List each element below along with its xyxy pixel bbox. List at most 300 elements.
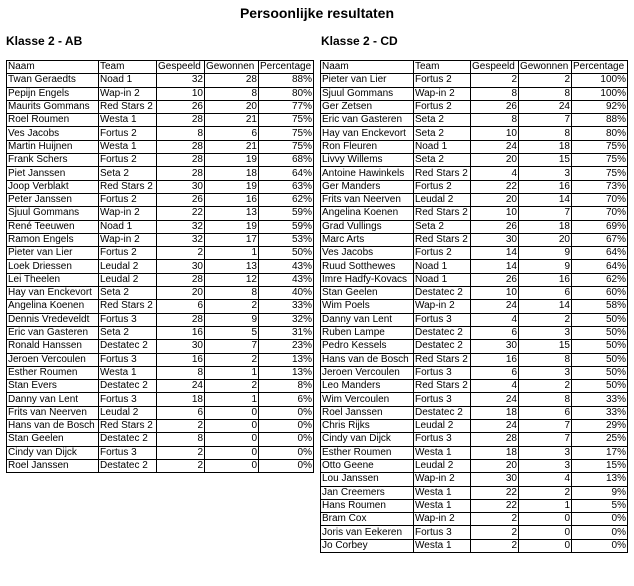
played-cell: 26	[157, 100, 205, 113]
percentage-cell: 64%	[259, 167, 314, 180]
team-cell: Noad 1	[414, 260, 471, 273]
played-cell: 26	[471, 220, 519, 233]
table-row	[7, 260, 314, 273]
header-percentage: Percentage	[572, 61, 628, 74]
name-cell: Joop Verblakt	[7, 180, 99, 193]
played-cell: 2	[157, 446, 205, 459]
percentage-cell: 15%	[572, 459, 628, 472]
header-team: Team	[414, 61, 471, 74]
percentage-cell: 59%	[259, 220, 314, 233]
name-cell: Pedro Kessels	[321, 340, 414, 353]
table-row	[321, 207, 628, 220]
won-cell: 15	[519, 340, 572, 353]
team-cell: Red Stars 2	[99, 180, 157, 193]
name-cell: Ger Zetsen	[321, 100, 414, 113]
table-row	[321, 420, 628, 433]
table-row	[7, 127, 314, 140]
name-cell: Ruud Sotthewes	[321, 260, 414, 273]
table-row	[321, 167, 628, 180]
won-cell: 14	[519, 193, 572, 206]
table-row	[7, 313, 314, 326]
table-row	[321, 406, 628, 419]
table-row	[321, 300, 628, 313]
name-cell: Pieter van Lier	[7, 247, 99, 260]
name-cell: Esther Roumen	[321, 446, 414, 459]
team-cell: Seta 2	[414, 220, 471, 233]
percentage-cell: 68%	[259, 154, 314, 167]
played-cell: 2	[471, 539, 519, 552]
played-cell: 30	[157, 340, 205, 353]
won-cell: 13	[205, 207, 259, 220]
table-row	[7, 154, 314, 167]
team-cell: Fortus 2	[414, 100, 471, 113]
played-cell: 8	[471, 87, 519, 100]
played-cell: 2	[157, 420, 205, 433]
team-cell: Wap-in 2	[99, 87, 157, 100]
name-cell: Martin Huijnen	[7, 140, 99, 153]
name-cell: Hans van de Bosch	[7, 420, 99, 433]
table-row	[321, 87, 628, 100]
won-cell: 2	[519, 486, 572, 499]
won-cell: 3	[519, 326, 572, 339]
name-cell: Jan Creemers	[321, 486, 414, 499]
table-row	[321, 326, 628, 339]
won-cell: 9	[205, 313, 259, 326]
played-cell: 10	[157, 87, 205, 100]
team-cell: Fortus 3	[414, 433, 471, 446]
percentage-cell: 50%	[572, 366, 628, 379]
table-row	[7, 74, 314, 87]
played-cell: 32	[157, 220, 205, 233]
won-cell: 0	[205, 459, 259, 472]
header-naam: Naam	[7, 61, 99, 74]
won-cell: 3	[519, 459, 572, 472]
percentage-cell: 77%	[259, 100, 314, 113]
name-cell: Piet Janssen	[7, 167, 99, 180]
played-cell: 30	[157, 260, 205, 273]
header-team: Team	[99, 61, 157, 74]
won-cell: 19	[205, 180, 259, 193]
played-cell: 28	[157, 154, 205, 167]
table-row	[7, 433, 314, 446]
played-cell: 28	[157, 273, 205, 286]
percentage-cell: 88%	[259, 74, 314, 87]
table-row	[321, 100, 628, 113]
won-cell: 5	[205, 326, 259, 339]
won-cell: 21	[205, 140, 259, 153]
played-cell: 2	[471, 74, 519, 87]
percentage-cell: 0%	[259, 446, 314, 459]
won-cell: 6	[519, 287, 572, 300]
won-cell: 8	[519, 87, 572, 100]
name-cell: Cindy van Dijck	[321, 433, 414, 446]
percentage-cell: 80%	[572, 127, 628, 140]
won-cell: 7	[205, 340, 259, 353]
name-cell: Marc Arts	[321, 233, 414, 246]
table-row	[7, 459, 314, 472]
percentage-cell: 75%	[259, 140, 314, 153]
percentage-cell: 0%	[572, 526, 628, 539]
table-row	[7, 87, 314, 100]
played-cell: 6	[157, 406, 205, 419]
percentage-cell: 25%	[572, 433, 628, 446]
table-row	[321, 154, 628, 167]
percentage-cell: 0%	[259, 420, 314, 433]
table-row	[7, 180, 314, 193]
team-cell: Fortus 2	[99, 127, 157, 140]
name-cell: Angelina Koenen	[321, 207, 414, 220]
name-cell: Grad Vullings	[321, 220, 414, 233]
table-row	[321, 393, 628, 406]
played-cell: 30	[157, 180, 205, 193]
won-cell: 6	[519, 406, 572, 419]
team-cell: Fortus 3	[414, 366, 471, 379]
table-row	[7, 273, 314, 286]
team-cell: Red Stars 2	[99, 420, 157, 433]
name-cell: Danny van Lent	[7, 393, 99, 406]
percentage-cell: 80%	[259, 87, 314, 100]
percentage-cell: 5%	[572, 499, 628, 512]
percentage-cell: 33%	[259, 300, 314, 313]
name-cell: Frank Schers	[7, 154, 99, 167]
percentage-cell: 31%	[259, 326, 314, 339]
won-cell: 2	[205, 300, 259, 313]
name-cell: Hans van de Bosch	[321, 353, 414, 366]
name-cell: Joris van Eekeren	[321, 526, 414, 539]
percentage-cell: 13%	[572, 473, 628, 486]
won-cell: 16	[519, 273, 572, 286]
percentage-cell: 73%	[572, 180, 628, 193]
played-cell: 30	[471, 340, 519, 353]
won-cell: 0	[519, 526, 572, 539]
table-row	[7, 300, 314, 313]
table-row	[321, 433, 628, 446]
percentage-cell: 0%	[259, 406, 314, 419]
team-cell: Fortus 3	[414, 393, 471, 406]
won-cell: 9	[519, 247, 572, 260]
won-cell: 7	[519, 114, 572, 127]
table-row	[321, 287, 628, 300]
team-cell: Destatec 2	[99, 340, 157, 353]
won-cell: 20	[519, 233, 572, 246]
won-cell: 21	[205, 114, 259, 127]
percentage-cell: 13%	[259, 353, 314, 366]
team-cell: Leudal 2	[99, 273, 157, 286]
percentage-cell: 67%	[572, 233, 628, 246]
team-cell: Fortus 2	[99, 193, 157, 206]
table-row	[7, 366, 314, 379]
header-gespeeld: Gespeeld	[157, 61, 205, 74]
percentage-cell: 33%	[572, 406, 628, 419]
table-row	[321, 486, 628, 499]
table-row	[7, 380, 314, 393]
name-cell: Maurits Gommans	[7, 100, 99, 113]
team-cell: Leudal 2	[99, 406, 157, 419]
won-cell: 0	[519, 539, 572, 552]
percentage-cell: 75%	[259, 114, 314, 127]
won-cell: 15	[519, 154, 572, 167]
team-cell: Wap-in 2	[414, 513, 471, 526]
percentage-cell: 69%	[572, 220, 628, 233]
name-cell: Ruben Lampe	[321, 326, 414, 339]
table-row	[7, 406, 314, 419]
table-row	[321, 513, 628, 526]
percentage-cell: 50%	[572, 353, 628, 366]
team-cell: Red Stars 2	[414, 167, 471, 180]
team-cell: Destatec 2	[99, 459, 157, 472]
table-row	[321, 260, 628, 273]
won-cell: 0	[205, 406, 259, 419]
table-row	[321, 340, 628, 353]
team-cell: Westa 1	[99, 366, 157, 379]
percentage-cell: 33%	[572, 393, 628, 406]
played-cell: 32	[157, 233, 205, 246]
name-cell: Frits van Neerven	[321, 193, 414, 206]
won-cell: 28	[205, 74, 259, 87]
team-cell: Noad 1	[99, 220, 157, 233]
won-cell: 6	[205, 127, 259, 140]
table-row	[7, 140, 314, 153]
team-cell: Westa 1	[414, 446, 471, 459]
name-cell: Eric van Gasteren	[7, 326, 99, 339]
percentage-cell: 0%	[259, 459, 314, 472]
won-cell: 18	[205, 167, 259, 180]
played-cell: 8	[157, 127, 205, 140]
team-cell: Westa 1	[414, 539, 471, 552]
table-row	[7, 193, 314, 206]
table-row	[321, 140, 628, 153]
table-row	[321, 473, 628, 486]
name-cell: Chris Rijks	[321, 420, 414, 433]
table-row	[321, 233, 628, 246]
table-row	[7, 100, 314, 113]
team-cell: Red Stars 2	[414, 380, 471, 393]
won-cell: 2	[519, 380, 572, 393]
played-cell: 28	[471, 433, 519, 446]
team-cell: Westa 1	[99, 140, 157, 153]
percentage-cell: 63%	[259, 180, 314, 193]
table-row	[7, 207, 314, 220]
team-cell: Red Stars 2	[414, 207, 471, 220]
played-cell: 14	[471, 260, 519, 273]
percentage-cell: 58%	[572, 300, 628, 313]
won-cell: 0	[519, 513, 572, 526]
team-cell: Wap-in 2	[414, 300, 471, 313]
team-cell: Red Stars 2	[99, 100, 157, 113]
played-cell: 6	[471, 366, 519, 379]
won-cell: 0	[205, 446, 259, 459]
won-cell: 3	[519, 366, 572, 379]
won-cell: 1	[205, 366, 259, 379]
percentage-cell: 23%	[259, 340, 314, 353]
name-cell: Roel Janssen	[7, 459, 99, 472]
name-cell: Ves Jacobs	[7, 127, 99, 140]
played-cell: 16	[157, 353, 205, 366]
team-cell: Fortus 3	[99, 353, 157, 366]
won-cell: 2	[519, 313, 572, 326]
name-cell: Ramon Engels	[7, 233, 99, 246]
percentage-cell: 17%	[572, 446, 628, 459]
table-row	[7, 233, 314, 246]
team-cell: Seta 2	[414, 114, 471, 127]
played-cell: 6	[471, 326, 519, 339]
percentage-cell: 92%	[572, 100, 628, 113]
played-cell: 20	[471, 193, 519, 206]
team-cell: Leudal 2	[99, 260, 157, 273]
percentage-cell: 50%	[572, 380, 628, 393]
won-cell: 8	[205, 287, 259, 300]
percentage-cell: 100%	[572, 87, 628, 100]
name-cell: Lei Theelen	[7, 273, 99, 286]
table-row	[321, 366, 628, 379]
won-cell: 18	[519, 220, 572, 233]
name-cell: Ves Jacobs	[321, 247, 414, 260]
table-row	[7, 353, 314, 366]
team-cell: Wap-in 2	[99, 233, 157, 246]
team-cell: Westa 1	[414, 499, 471, 512]
table-row	[7, 326, 314, 339]
won-cell: 7	[519, 433, 572, 446]
team-cell: Wap-in 2	[414, 473, 471, 486]
table-row	[321, 526, 628, 539]
name-cell: Wim Poels	[321, 300, 414, 313]
won-cell: 9	[519, 260, 572, 273]
played-cell: 2	[157, 459, 205, 472]
page-title: Persoonlijke resultaten	[239, 5, 395, 21]
name-cell: Danny van Lent	[321, 313, 414, 326]
team-cell: Destatec 2	[414, 287, 471, 300]
team-cell: Seta 2	[99, 326, 157, 339]
name-cell: Stan Geelen	[7, 433, 99, 446]
percentage-cell: 32%	[259, 313, 314, 326]
percentage-cell: 62%	[259, 193, 314, 206]
played-cell: 20	[471, 459, 519, 472]
table-row	[7, 393, 314, 406]
name-cell: Roel Roumen	[7, 114, 99, 127]
played-cell: 26	[471, 100, 519, 113]
played-cell: 26	[471, 273, 519, 286]
team-cell: Fortus 3	[99, 446, 157, 459]
played-cell: 32	[157, 74, 205, 87]
name-cell: Jeroen Vercoulen	[321, 366, 414, 379]
played-cell: 24	[471, 140, 519, 153]
played-cell: 18	[157, 393, 205, 406]
team-cell: Seta 2	[99, 287, 157, 300]
percentage-cell: 29%	[572, 420, 628, 433]
name-cell: Angelina Koenen	[7, 300, 99, 313]
name-cell: Leo Manders	[321, 380, 414, 393]
team-cell: Red Stars 2	[414, 353, 471, 366]
played-cell: 18	[471, 446, 519, 459]
won-cell: 12	[205, 273, 259, 286]
won-cell: 7	[519, 207, 572, 220]
section-title-cd: Klasse 2 - CD	[321, 34, 398, 48]
team-cell: Wap-in 2	[414, 87, 471, 100]
table-row	[7, 340, 314, 353]
name-cell: Jeroen Vercoulen	[7, 353, 99, 366]
name-cell: Antoine Hawinkels	[321, 167, 414, 180]
table-row	[321, 180, 628, 193]
played-cell: 28	[157, 114, 205, 127]
name-cell: Loek Driessen	[7, 260, 99, 273]
played-cell: 16	[471, 353, 519, 366]
won-cell: 8	[519, 127, 572, 140]
name-cell: Ronald Hanssen	[7, 340, 99, 353]
name-cell: Sjuul Gommans	[7, 207, 99, 220]
table-header-row	[7, 61, 314, 74]
name-cell: Esther Roumen	[7, 366, 99, 379]
percentage-cell: 53%	[259, 233, 314, 246]
played-cell: 4	[471, 167, 519, 180]
team-cell: Destatec 2	[414, 340, 471, 353]
played-cell: 18	[471, 406, 519, 419]
name-cell: Pepijn Engels	[7, 87, 99, 100]
name-cell: Otto Geene	[321, 459, 414, 472]
played-cell: 28	[157, 167, 205, 180]
table-row	[7, 220, 314, 233]
header-gespeeld: Gespeeld	[471, 61, 519, 74]
won-cell: 18	[519, 140, 572, 153]
table-row	[7, 247, 314, 260]
team-cell: Westa 1	[99, 114, 157, 127]
won-cell: 2	[519, 74, 572, 87]
played-cell: 30	[471, 473, 519, 486]
table-row	[321, 313, 628, 326]
table-row	[7, 167, 314, 180]
won-cell: 24	[519, 100, 572, 113]
won-cell: 8	[519, 353, 572, 366]
team-cell: Westa 1	[414, 486, 471, 499]
played-cell: 8	[157, 433, 205, 446]
team-cell: Noad 1	[414, 273, 471, 286]
name-cell: Hay van Enckevort	[7, 287, 99, 300]
played-cell: 6	[157, 300, 205, 313]
won-cell: 16	[205, 193, 259, 206]
table-row	[321, 459, 628, 472]
name-cell: Ger Manders	[321, 180, 414, 193]
table-row	[321, 74, 628, 87]
team-cell: Fortus 3	[414, 526, 471, 539]
played-cell: 10	[471, 127, 519, 140]
team-cell: Noad 1	[99, 74, 157, 87]
won-cell: 16	[519, 180, 572, 193]
played-cell: 26	[157, 193, 205, 206]
name-cell: Frits van Neerven	[7, 406, 99, 419]
team-cell: Fortus 3	[414, 313, 471, 326]
name-cell: Eric van Gasteren	[321, 114, 414, 127]
won-cell: 1	[205, 393, 259, 406]
team-cell: Destatec 2	[414, 326, 471, 339]
percentage-cell: 8%	[259, 380, 314, 393]
played-cell: 20	[471, 154, 519, 167]
played-cell: 28	[157, 313, 205, 326]
name-cell: Jo Corbey	[321, 539, 414, 552]
name-cell: Peter Janssen	[7, 193, 99, 206]
percentage-cell: 70%	[572, 193, 628, 206]
name-cell: Hans Roumen	[321, 499, 414, 512]
table-row	[7, 114, 314, 127]
team-cell: Fortus 2	[414, 74, 471, 87]
percentage-cell: 40%	[259, 287, 314, 300]
percentage-cell: 50%	[572, 326, 628, 339]
percentage-cell: 0%	[572, 513, 628, 526]
won-cell: 3	[519, 167, 572, 180]
played-cell: 10	[471, 207, 519, 220]
played-cell: 22	[157, 207, 205, 220]
won-cell: 2	[205, 380, 259, 393]
name-cell: Sjuul Gommans	[321, 87, 414, 100]
team-cell: Fortus 2	[99, 154, 157, 167]
